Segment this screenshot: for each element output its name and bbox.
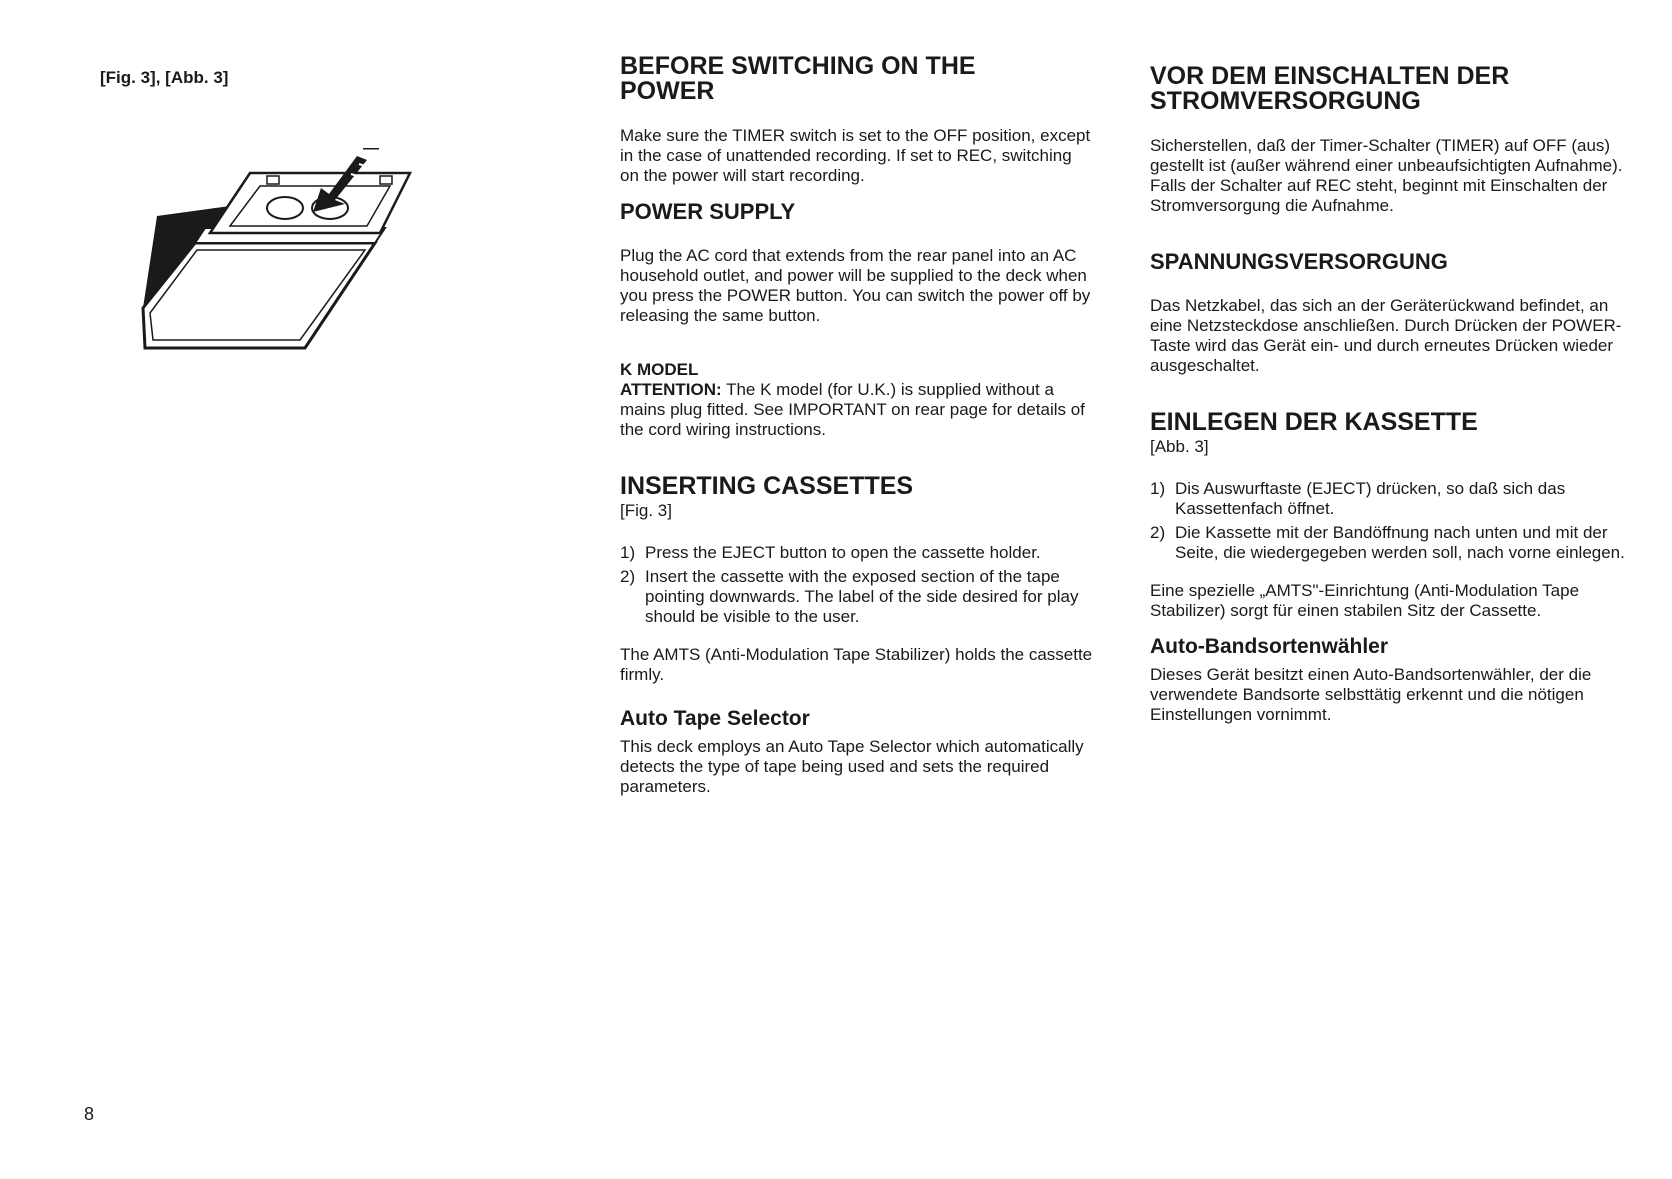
step-text: Dis Auswurftaste (EJECT) drücken, so daß sich das Kassettenfach öffnet. [1175,479,1566,518]
heading-power-supply: POWER SUPPLY [620,199,796,224]
before-switching-text: Make sure the TIMER switch is set to the OFF position, except in the case of unattended recording. If set to REC, switching on the power will start recording. [620,126,1091,185]
list-item [1150,479,1625,519]
step-number: 1) [1150,479,1166,498]
amts-text: Eine spezielle „AMTS"-Einrichtung (Anti-Modulation Tape Stabilizer) sorgt für einen stabilen Sitz der Cassette. [1150,581,1580,620]
list-item [620,543,1095,563]
heading-inserting-cassettes: INSERTING CASSETTES [620,472,914,500]
figure-caption: [Fig. 3], [Abb. 3] [100,68,229,87]
heading-line-2: POWER [620,77,715,105]
auto-tape-selector-text: This deck employs an Auto Tape Selector which automatically detects the type of tape being used and sets the required parameters. [620,737,1084,796]
step-text: Press the EJECT button to open the cassette holder. [645,543,1041,562]
inserting-steps [620,543,1095,627]
k-model-attention [620,380,1095,440]
step-text: Die Kassette mit der Bandöffnung nach unten und mit der Seite, die wiedergegeben werden soll, nach vorne einlegen. [1175,523,1625,562]
attention-text: The K model (for U.K.) is supplied without a mains plug fitted. See IMPORTANT on rear page for details of the cord wiring instructions. [620,380,1085,439]
heading-einlegen-der-kassette: EINLEGEN DER KASSETTE [1150,408,1478,436]
k-model-label: K MODEL [620,360,699,379]
english-column [620,54,1095,797]
german-column [1150,64,1625,725]
heading-line-2: STROMVERSORGUNG [1150,87,1421,115]
step-number: 2) [1150,523,1166,542]
auto-bandsortenwaehler-text: Dieses Gerät besitzt einen Auto-Bandsortenwähler, der die verwendete Bandsorte selbsttätig erkennt und die nötigen Einstellungen vornimmt. [1150,665,1592,724]
power-supply-text: Plug the AC cord that extends from the rear panel into an AC household outlet, and power will be supplied to the deck when you press the POWER button. You can switch the power off by releasing the same button. [620,246,1091,325]
heading-vor-dem-einschalten [1150,64,1625,114]
step-number: 2) [620,567,636,586]
list-item [620,567,1095,627]
attention-label: ATTENTION: [620,380,722,399]
figure-reference: [Abb. 3] [1150,437,1209,456]
heading-line-1: BEFORE SWITCHING ON THE [620,52,976,80]
heading-before-switching [620,54,1095,104]
spannungsversorgung-text: Das Netzkabel, das sich an der Geräterückwand befindet, an eine Netzsteckdose anschließen. Durch Drücken der POWER-Taste wird das Gerät ein- und durch erneutes Drücken wieder ausgeschaltet. [1150,296,1622,375]
figure-reference: [Fig. 3] [620,501,672,520]
heading-spannungsversorgung: SPANNUNGSVERSORGUNG [1150,249,1448,274]
heading-auto-bandsortenwaehler: Auto-Bandsortenwähler [1150,635,1389,658]
list-item [1150,523,1625,563]
einlegen-steps [1150,479,1625,563]
page-number: 8 [84,1104,95,1124]
step-number: 1) [620,543,636,562]
heading-auto-tape-selector: Auto Tape Selector [620,707,810,730]
vor-dem-einschalten-text: Sicherstellen, daß der Timer-Schalter (TIMER) auf OFF (aus) gestellt ist (außer während einer unbeaufsichtigten Aufnahme). Falls der Schalter auf REC steht, beginnt mit Einschalten der Stromversorgung die Aufnahme. [1150,136,1623,215]
heading-line-1: VOR DEM EINSCHALTEN DER [1150,62,1510,90]
cassette-insertion-illustration [135,148,420,358]
step-text: Insert the cassette with the exposed section of the tape pointing downwards. The label of the side desired for play should be visible to the user. [645,567,1079,626]
amts-text: The AMTS (Anti-Modulation Tape Stabilizer) holds the cassette firmly. [620,645,1093,684]
